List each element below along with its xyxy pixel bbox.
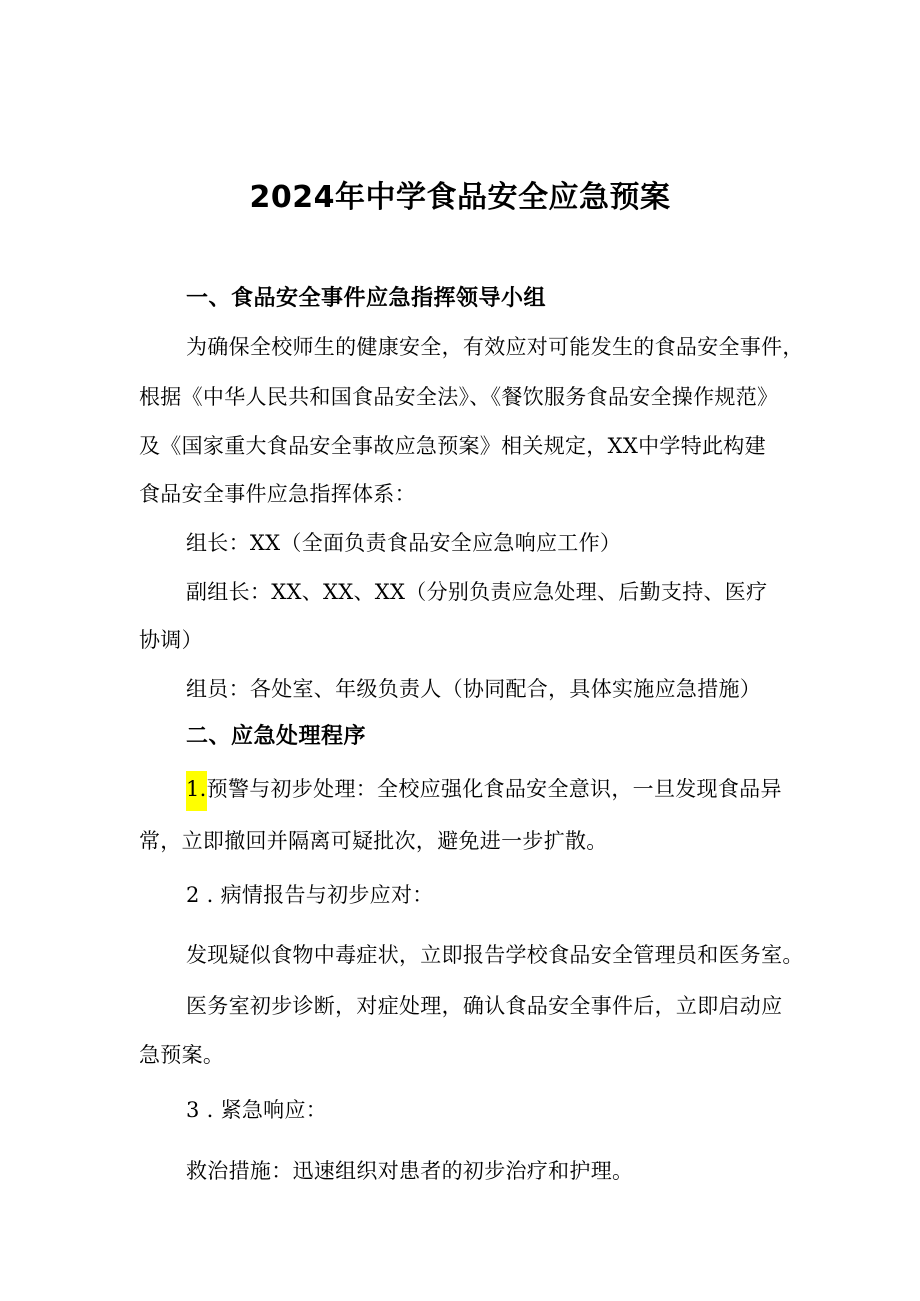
leader-line: 组长：XX（全面负责食品安全应急响应工作） — [186, 531, 622, 555]
item-1-number-highlight: 1. — [186, 771, 207, 811]
deputy-line-2: 协调） — [139, 628, 203, 652]
item-1-text: 预警与初步处理：全校应强化食品安全意识，一旦发现食品异 — [206, 777, 782, 801]
intro-line-4: 食品安全事件应急指挥体系： — [139, 482, 416, 506]
intro-line-1: 为确保全校师生的健康安全，有效应对可能发生的食品安全事件， — [186, 335, 804, 359]
intro-line-2: 根据《中华人民共和国食品安全法》、《餐饮服务食品安全操作规范》 — [139, 385, 779, 409]
item-3-title: 3 . 紧急响应： — [186, 1098, 328, 1122]
document-title: 2024年中学食品安全应急预案 — [249, 180, 671, 215]
intro-line-3: 及《国家重大食品安全事故应急预案》相关规定，XX中学特此构建 — [139, 434, 766, 458]
item-1-line-2: 常，立即撤回并隔离可疑批次，避免进一步扩散。 — [139, 829, 608, 853]
item-2-paragraph-1: 发现疑似食物中毒症状，立即报告学校食品安全管理员和医务室。 — [186, 943, 804, 967]
section-2-heading: 二、应急处理程序 — [186, 724, 367, 749]
item-3-paragraph-1: 救治措施：迅速组织对患者的初步治疗和护理。 — [186, 1159, 634, 1183]
item-1-line-1 — [186, 771, 782, 811]
members-line: 组员：各处室、年级负责人（协同配合，具体实施应急措施） — [186, 677, 762, 701]
item-2-title: 2 . 病情报告与初步应对： — [186, 883, 434, 907]
item-2-paragraph-2-line-1: 医务室初步诊断，对症处理，确认食品安全事件后，立即启动应 — [186, 994, 783, 1018]
deputy-line-1: 副组长：XX、XX、XX（分别负责应急处理、后勤支持、医疗 — [186, 580, 768, 604]
item-2-paragraph-2-line-2: 急预案。 — [139, 1043, 225, 1067]
section-1-heading: 一、食品安全事件应急指挥领导小组 — [186, 286, 547, 311]
